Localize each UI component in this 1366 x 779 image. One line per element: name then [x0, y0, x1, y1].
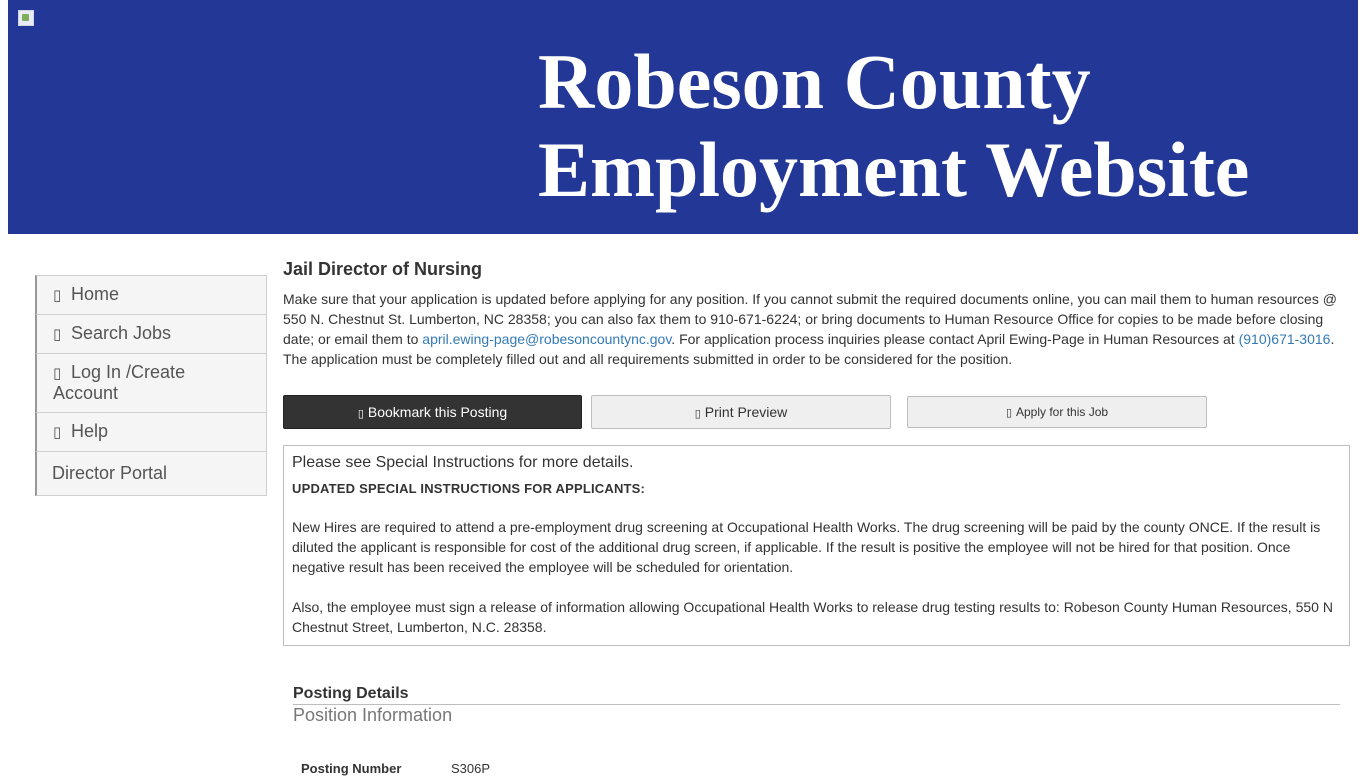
site-title	[538, 38, 1249, 214]
sidebar-item-label: Director Portal	[52, 463, 168, 483]
sidebar-item-home[interactable]	[35, 275, 267, 314]
posting-number-row	[293, 761, 1340, 779]
apply-button-label: Apply for this Job	[1016, 405, 1109, 419]
sidebar-item-help[interactable]	[35, 412, 267, 451]
bookmark-icon: ▯	[357, 407, 364, 420]
special-instructions-paragraph: Also, the employee must sign a release of information allowing Occupational Health Works to release drug testing results to: Robeson County Human Resources, 550 N Chestnut Street, Lumberton, N.C. 28358.	[292, 599, 1333, 635]
apply-icon: ▯	[1005, 406, 1012, 419]
sidebar-item-label: Search Jobs	[71, 323, 172, 343]
posting-number-value: S306P	[451, 761, 491, 776]
search-icon: ▯	[53, 325, 62, 343]
sidebar-item-label: Home	[71, 284, 120, 304]
broken-image-icon	[18, 10, 34, 26]
main-content	[283, 258, 1350, 779]
posting-details-title: Posting Details	[293, 685, 409, 702]
special-instructions-paragraph: New Hires are required to attend a pre-employment drug screening at Occupational Health Works. The drug screening will be paid by the county ONCE. If the result is diluted the applicant is responsible for cost of the additional drug screen, if applicable. If the result is positive the employee will not be hired for that position. Once negative result has been received the employee will be scheduled for orientation.	[292, 519, 1321, 575]
bookmark-button[interactable]	[283, 395, 582, 429]
home-icon: ▯	[53, 286, 62, 304]
special-instructions-heading: Please see Special Instructions for more details.	[292, 454, 634, 471]
special-instructions-subheading: UPDATED SPECIAL INSTRUCTIONS FOR APPLICANTS:	[292, 481, 646, 496]
apply-button[interactable]	[907, 396, 1207, 428]
print-preview-button[interactable]	[591, 395, 891, 429]
phone-link[interactable]: (910)671-3016	[1238, 331, 1331, 347]
special-instructions-box	[283, 445, 1350, 646]
site-title-line-1: Robeson County	[538, 38, 1091, 125]
sidebar-item-director-portal[interactable]	[35, 451, 267, 496]
email-link[interactable]: april.ewing-page@robesoncountync.gov	[422, 331, 672, 347]
posting-details	[283, 684, 1340, 779]
sidebar-item-login[interactable]	[35, 353, 267, 412]
sidebar-item-label: Help	[71, 421, 109, 441]
sidebar-nav	[35, 275, 267, 496]
intro-text-part: . The application must be completely filled out and all requirements submitted in order to be considered for the position.	[283, 331, 1335, 367]
login-icon: ▯	[53, 364, 62, 382]
posting-number-label: Posting Number	[301, 761, 402, 776]
site-title-line-2: Employment Website	[538, 126, 1250, 213]
site-banner	[8, 0, 1358, 234]
page-title: Jail Director of Nursing	[283, 259, 483, 279]
intro-text	[283, 289, 1343, 369]
intro-text-part: Make sure that your application is updated before applying for any position. If you cannot submit the required documents online, you can mail them to human resources @ 550 N. Chestnut St. Lumberton, NC 28358; you can also fax them to 910-671-6224; or bring documents to Human Resource Office for copies to be made before closing date; or email them to	[283, 291, 1337, 347]
action-buttons	[283, 395, 1350, 431]
position-information-heading: Position Information	[293, 704, 1340, 725]
sidebar-item-label: Log In /Create Account	[53, 362, 186, 403]
print-icon: ▯	[694, 407, 701, 420]
bookmark-button-label: Bookmark this Posting	[367, 404, 508, 420]
sidebar-item-search-jobs[interactable]	[35, 314, 267, 353]
print-button-label: Print Preview	[704, 404, 788, 420]
help-icon: ▯	[53, 423, 62, 441]
intro-text-part: . For application process inquiries please contact April Ewing-Page in Human Resources at	[671, 331, 1239, 347]
